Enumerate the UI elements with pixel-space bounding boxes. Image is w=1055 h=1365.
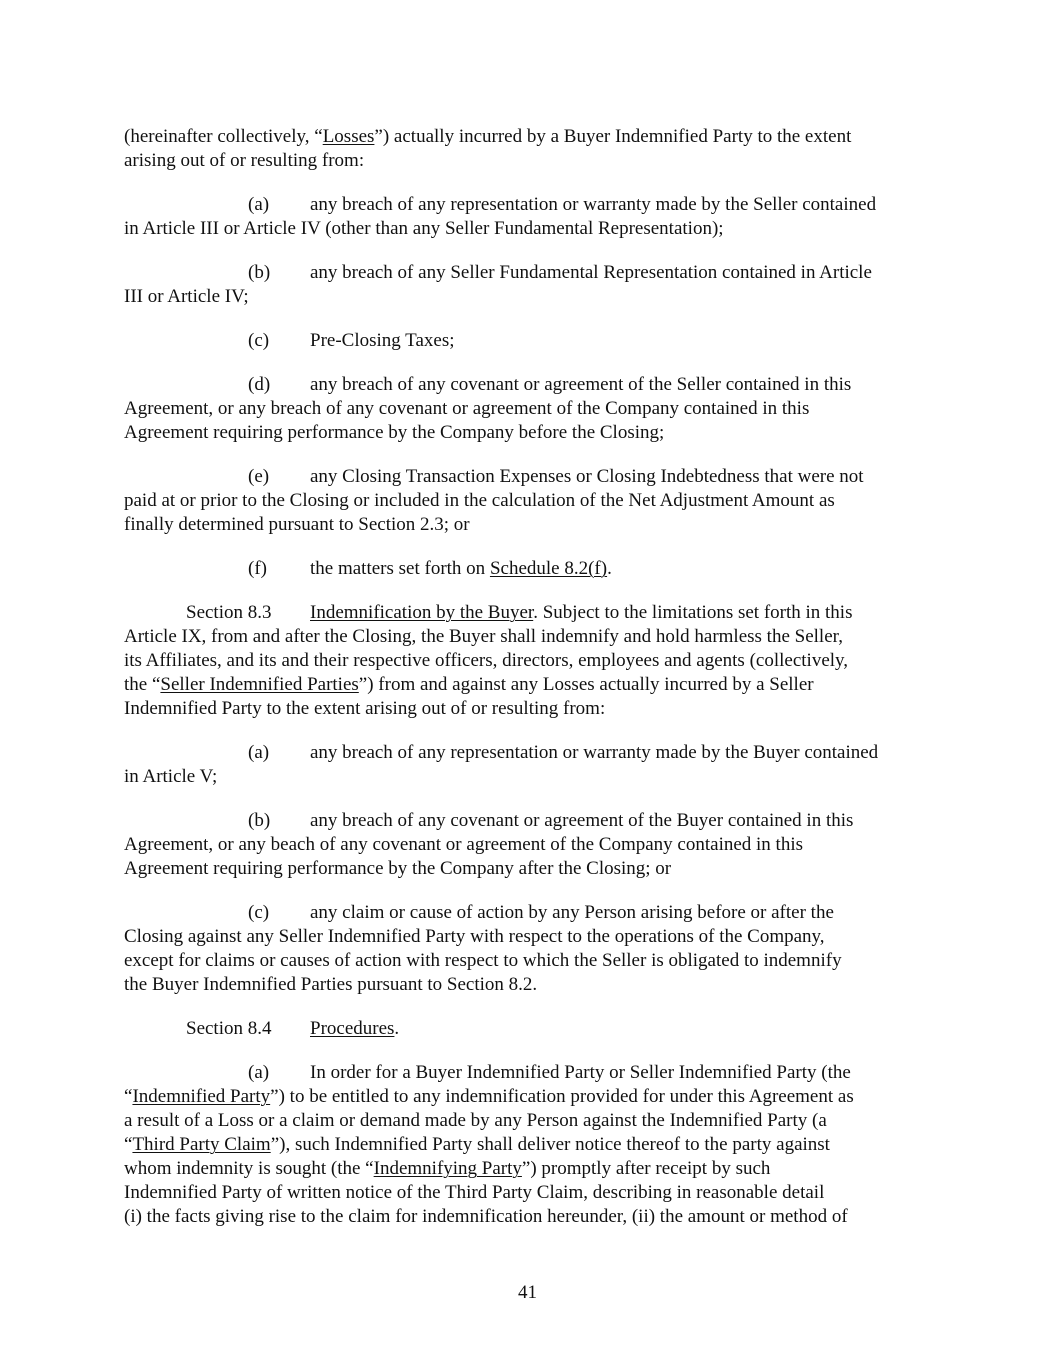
- clause-8-3-c: (c) any claim or cause of action by any Person arising before or after the Closing against any Seller Indemnified Party with respect to the operations of the Company, except for claims or causes of action with respect to which the Seller is obligated to indemnify the Buyer Indemnified Parties pursuant to Section 8.2.: [124, 902, 842, 995]
- intro-paragraph: (hereinafter collectively, “Losses”) actually incurred by a Buyer Indemnified Party to the extent arising out of or resulting from:: [124, 126, 852, 171]
- clause-8-2-c: (c) Pre-Closing Taxes;: [248, 330, 455, 351]
- clause-8-2-b: (b) any breach of any Seller Fundamental Representation contained in Article III or Article IV;: [124, 262, 872, 307]
- section-heading: Indemnification by the Buyer: [310, 602, 534, 623]
- clause-8-2-e: (e) any Closing Transaction Expenses or Closing Indebtedness that were not paid at or prior to the Closing or included in the calculation of the Net Adjustment Amount as finally determined pursuant to Section 2.3; or: [124, 466, 864, 535]
- clause-label: (f): [248, 558, 267, 579]
- schedule-reference: Schedule 8.2(f): [489, 558, 608, 579]
- clause-label: (e): [248, 466, 270, 487]
- clause-label: (c): [248, 902, 270, 923]
- defined-term-third-party-claim: Third Party Claim: [132, 1134, 271, 1155]
- clause-8-4-a: (a) In order for a Buyer Indemnified Party or Seller Indemnified Party (the “Indemnified Party”) to be entitled to any indemnification provided for under this Agreement as a result of a Loss or a claim or demand made by any Person against the Indemnified Party (a “Third Party Claim”), such Indemnified Party shall deliver notice thereof to the party against whom indemnity is sought (the “Indemnifying Party”) promptly after receipt by such Indemnified Party of written notice of the Third Party Claim, describing in reasonable detail (i) the facts giving rise to the claim for indemnification hereunder, (ii) the amount or method of: [124, 1062, 854, 1227]
- defined-term-indemnified-party: Indemnified Party: [132, 1086, 271, 1107]
- clause-label: (c): [248, 330, 270, 351]
- section-8-4: Section 8.4 Procedures.: [186, 1018, 400, 1039]
- section-8-3: Section 8.3 Indemnification by the Buyer. Subject to the limitations set forth in this Article IX, from and after the Closing, the Buyer shall indemnify and hold harmless the Seller, its Affiliates, and its and their respective officers, directors, employees and agents (collectively, the “Seller Indemnified Parties”) from and against any Losses actually incurred by a Seller Indemnified Party to the extent arising out of or resulting from:: [124, 602, 853, 719]
- clause-label: (b): [248, 262, 271, 283]
- clause-8-2-a: (a) any breach of any representation or warranty made by the Seller contained in Article III or Article IV (other than any Seller Fundamental Representation);: [124, 194, 877, 239]
- clause-label: (a): [248, 1062, 270, 1083]
- clause-label: (b): [248, 810, 271, 831]
- defined-term-seller-indemnified-parties: Seller Indemnified Parties: [160, 674, 359, 695]
- section-label: Section 8.3: [186, 602, 272, 623]
- section-label: Section 8.4: [186, 1018, 272, 1039]
- defined-term-indemnifying-party: Indemnifying Party: [373, 1158, 522, 1179]
- clause-8-3-a: (a) any breach of any representation or warranty made by the Buyer contained in Article V;: [124, 742, 879, 787]
- clause-label: (a): [248, 194, 270, 215]
- clause-label: (a): [248, 742, 270, 763]
- document-body: [124, 125, 930, 1249]
- section-heading: Procedures: [310, 1018, 395, 1039]
- clause-8-2-d: (d) any breach of any covenant or agreement of the Seller contained in this Agreement, or any breach of any covenant or agreement of the Company contained in this Agreement requiring performance by the Company before the Closing;: [124, 374, 852, 443]
- defined-term-losses: Losses: [322, 126, 375, 147]
- page-number: 41: [518, 1282, 537, 1303]
- clause-8-3-b: (b) any breach of any covenant or agreement of the Buyer contained in this Agreement, or any beach of any covenant or agreement of the Company contained in this Agreement requiring performance by the Company after the Closing; or: [124, 810, 854, 879]
- clause-label: (d): [248, 374, 271, 395]
- clause-8-2-f: (f) the matters set forth on Schedule 8.2(f).: [248, 558, 612, 579]
